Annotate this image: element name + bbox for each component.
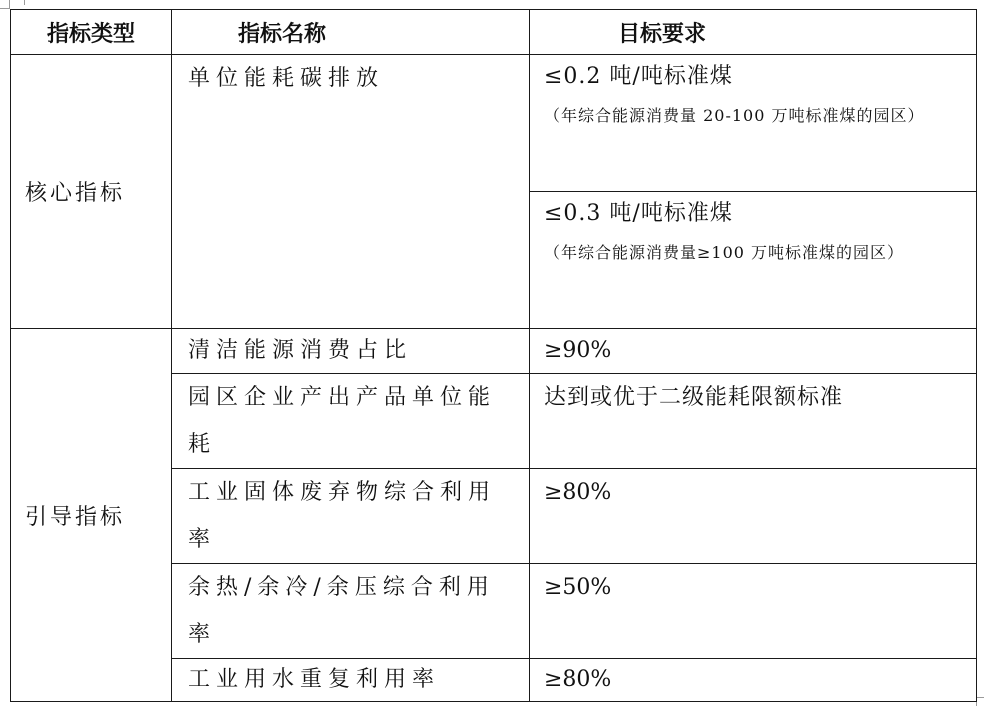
indicator-name: 单位能耗碳排放 xyxy=(172,55,530,329)
target-value: 达到或优于二级能耗限额标准 xyxy=(530,374,977,469)
indicator-name: 余热/余冷/余压综合利用率 xyxy=(172,564,530,659)
indicator-name: 园区企业产出产品单位能耗 xyxy=(172,374,530,469)
category-core: 核心指标 xyxy=(11,55,172,329)
indicator-name: 清洁能源消费占比 xyxy=(172,329,530,374)
target-value: ≥50% xyxy=(530,564,977,659)
crop-mark xyxy=(9,0,10,8)
table-row xyxy=(11,55,977,192)
target-note: （年综合能源消费量≥100 万吨标准煤的园区） xyxy=(544,243,905,262)
target-value: ≥90% xyxy=(530,329,977,374)
header-row xyxy=(11,10,977,55)
target-cell xyxy=(530,192,977,329)
header-target: 目标要求 xyxy=(530,10,977,55)
indicator-table xyxy=(10,9,977,702)
target-value: ≤0.3 吨/吨标准煤 xyxy=(544,201,733,226)
target-value: ≤0.2 吨/吨标准煤 xyxy=(544,64,733,89)
target-value: ≥80% xyxy=(530,659,977,702)
target-cell xyxy=(530,55,977,192)
header-indicator-name: 指标名称 xyxy=(172,10,530,55)
crop-mark xyxy=(976,697,984,698)
target-value: ≥80% xyxy=(530,469,977,564)
crop-mark xyxy=(24,0,25,5)
indicator-name: 工业用水重复利用率 xyxy=(172,659,530,702)
indicator-name: 工业固体废弃物综合利用率 xyxy=(172,469,530,564)
category-guiding: 引导指标 xyxy=(11,329,172,702)
crop-mark xyxy=(0,8,10,9)
table-row xyxy=(11,329,977,374)
header-indicator-type: 指标类型 xyxy=(11,10,172,55)
target-note: （年综合能源消费量 20-100 万吨标准煤的园区） xyxy=(544,106,925,125)
